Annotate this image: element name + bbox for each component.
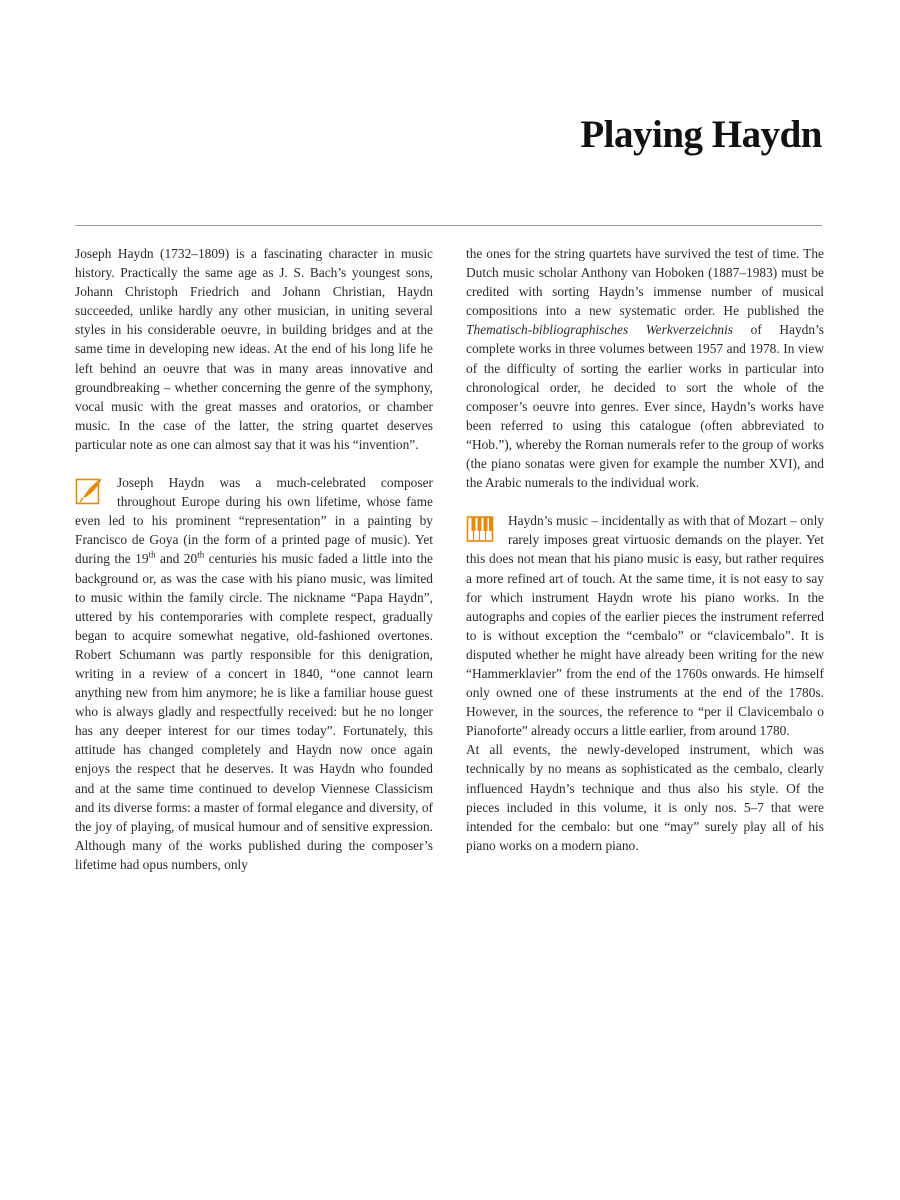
- catalogue-title: Thematisch-bibliographisches Werkverzeichnis: [466, 322, 734, 338]
- left-column: [75, 244, 433, 874]
- history-text-b: and 20: [155, 551, 198, 567]
- title-divider: [75, 225, 822, 226]
- instrument-text: Haydn’s music – incidentally as with that of Mozart – only rarely imposes great virtuosic demands on the player. Yet this does not mean that his piano music is easy, but rather requires a more refined art of touch. At the same time, it is not easy to say for which instrument Haydn wrote his piano works. In the autographs and copies of the earlier pieces the instrument referred to is without exception the “cembalo” or “clavicembalo”. It is disputed whether he might have already been writing for the new “Hammerklavier” from the end of the 1760s onwards. He himself only owned one of these instruments at the end of the 1780s. However, in the sources, the reference to “per il Clavicembalo o Pianoforte” already occurs a little earlier, from around 1780.: [466, 513, 824, 739]
- superscript-th-2: th: [197, 549, 205, 560]
- instrument-paragraph: [466, 511, 824, 740]
- intro-paragraph: Joseph Haydn (1732–1809) is a fascinating character in music history. Practically the same age as J. S. Bach’s youngest sons, Johann Christoph Friedrich and Johann Christian, Haydn succeeded, unlike hardly any other musician, in uniting several styles in his considerable oeuvre, in building bridges and at the same time in developing new ideas. At the end of his long life he left behind an oeuvre that was in many areas innovative and groundbreaking – whether concerning the genre of the symphony, vocal music with the great masses and oratorios, or chamber music. In the case of the latter, the string quartet deserves particular note as one can almost say that it was his “invention”.: [75, 246, 433, 452]
- history-text-a: Joseph Haydn was a much-celebrated composer throughout Europe during his own lifetime, whose fame even led to his prominent “representation” in a painting by Francisco de Goya (in the form of a printed page of music). Yet during the 19: [75, 475, 433, 567]
- hoboken-text-a: the ones for the string quartets have survived the test of time. The Dutch music scholar Anthony van Hoboken (1887–1983) must be credited with sorting Haydn’s immense number of musical compositions into a new systematic order. He published the: [466, 246, 824, 319]
- history-paragraph: [75, 473, 433, 874]
- right-column: [466, 244, 824, 855]
- piano-keys-icon: [466, 514, 500, 548]
- hoboken-text-b: of Haydn’s complete works in three volumes between 1957 and 1978. In view of the difficulty of sorting the earlier works in particular into chronological order, he decided to sort the whole of the composer’s oeuvre into genres. Ever since, Haydn’s works have been referred to using this catalogue (often abbreviated to “Hob.”), whereby the Roman numerals refer to the group of works (the piano sonatas were given for example the number XVI), and the Arabic numerals to the individual work.: [466, 322, 825, 491]
- superscript-th-1: th: [148, 549, 156, 560]
- hoboken-paragraph: [466, 244, 824, 492]
- quill-pen-icon: [75, 476, 109, 510]
- modern-piano-paragraph: At all events, the newly-developed instrument, which was technically by no means as sophisticated as the cembalo, clearly influenced Haydn’s technique and thus also his style. Of the pieces included in this volume, it is only nos. 5–7 that were intended for the cembalo: but one “may” surely play all of his piano works on a modern piano.: [466, 742, 824, 853]
- history-text-c: centuries his music faded a little into the background or, as was the case with his piano music, was limited to music within the family circle. The nickname “Papa Haydn”, uttered by his contemporaries with complete respect, gradually began to acquire somewhat negative, old-fashioned overtones. Robert Schumann was partly responsible for this denigration, writing in a review of a concert in 1840, “one cannot learn anything new from him anymore; he is like a familiar house guest who is always gladly and respectfully received: but he no longer has any deeper interest for our times today”. Fortunately, this attitude has changed completely and Haydn now once again enjoys the respect that he deserves. It was Haydn who founded and at the same time continued to develop Viennese Classicism and its diverse forms: a master of formal elegance and diversity, of the joy of playing, of musical humour and of sensitive expression. Although many of the works published during the composer’s lifetime had opus numbers, only: [75, 551, 434, 872]
- page-title: Playing Haydn: [580, 113, 822, 156]
